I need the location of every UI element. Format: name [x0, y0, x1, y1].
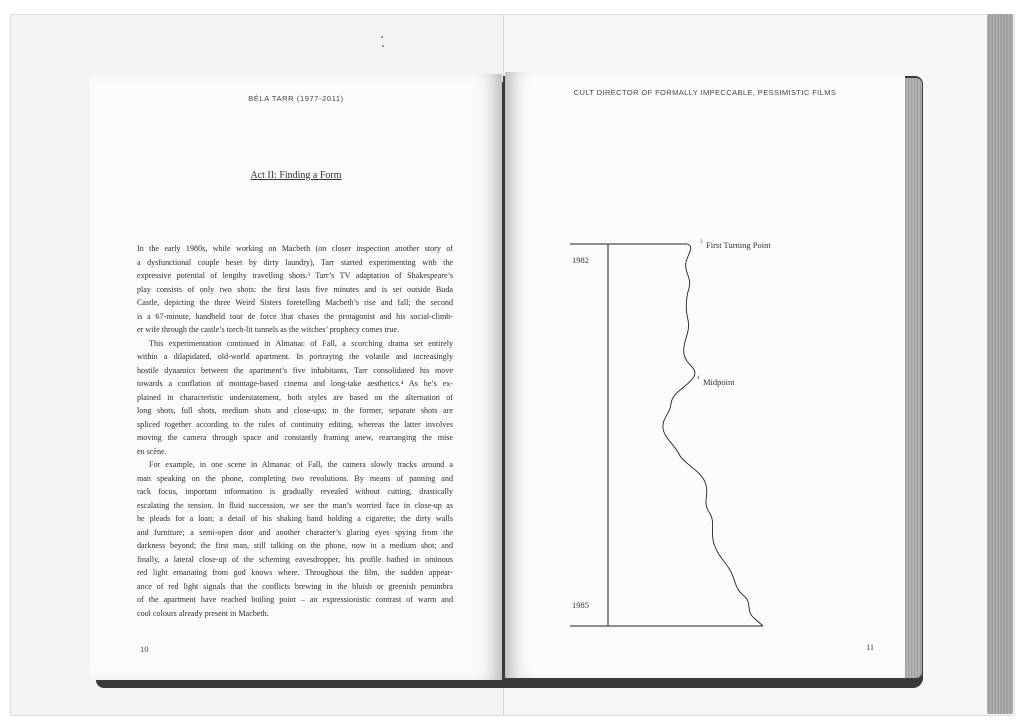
text-line: red light emanating from god knows where. Throughout the film, the sudden appear- — [137, 568, 453, 577]
story-structure-diagram — [560, 232, 790, 632]
paragraph — [137, 242, 453, 337]
right-page — [505, 72, 905, 678]
text-line: finally, a lateral close-up of the scheming eavesdropper, his profile bathed in ominous — [137, 554, 453, 564]
text-line: moving the camera through space and constantly framing anew, rearranging the mise — [137, 433, 453, 442]
text-line: plained in characteristic understatement, both styles are based on the alternation of — [137, 392, 453, 402]
dust-speck — [381, 36, 383, 38]
annotation-first-turning-point: First Turning Point — [706, 240, 771, 250]
text-line: darkness beyond; the first man, still talking on the phone, now in a medium shot; and — [137, 541, 453, 550]
right-block-page-edges — [902, 78, 922, 678]
tension-curve — [663, 244, 763, 626]
text-line: is a 67-minute, handheld tour de force that chases the protagonist and his social-climb- — [137, 311, 453, 321]
footnote-marker: 3 — [700, 240, 703, 245]
text-line: play consists of only two shots: the first lasts five minutes and is set outside Buda — [137, 284, 453, 294]
year-label-bottom: 1985 — [572, 600, 589, 610]
section-title: Act II: Finding a Form — [250, 170, 342, 181]
text-line: and furniture; a semi-open door and another character’s glaring eyes spying from the — [137, 527, 453, 537]
paragraph — [137, 458, 453, 620]
text-line: he pleads for a loan; a detail of his shaking hand holding a cigarette; the dirty walls — [137, 514, 453, 523]
text-line: spliced together according to the rules of continuity editing, whereas the latter involves — [137, 419, 453, 429]
text-line: man speaking on the phone, completing two revolutions. By means of panning and — [137, 473, 453, 483]
page-number: 11 — [866, 642, 875, 652]
text-line: Castle, depicting the three Weird Sisters foretelling Macbeth’s rise and fall; the second — [137, 298, 453, 307]
text-line: hostile dynamics between the apartment’s five inhabitants, Tarr consolidated his move — [137, 365, 453, 375]
text-line: within a dilapidated, old-world apartment. In portraying the volatile and increasingly — [137, 352, 453, 361]
paragraph — [137, 337, 453, 459]
text-line: rack focus, important information is gradually revealed without cutting, drastically — [137, 487, 453, 496]
footnote-marker: 4 — [697, 376, 700, 381]
text-line: er wife through the castle’s torch-lit tunnels as the witches’ prophecy comes true. — [137, 325, 400, 334]
text-line: towards a conflation of montage-based cinema and long-take aesthetics.⁴ As he’s ex- — [137, 379, 453, 388]
cover-page-edges — [987, 14, 1013, 714]
year-label-top: 1982 — [572, 255, 589, 265]
text-line: ance of red light signals that the conflicts brewing in the bluish or greenish penumbra — [137, 581, 453, 591]
text-line: of the apartment have reached boiling point – an expressionistic contrast of warm and — [137, 595, 453, 604]
text-line: For example, in one scene in Almanac of Fall, the camera slowly tracks around a — [149, 460, 453, 469]
text-line: In the early 1980s, while working on Macbeth (on closer inspection another story of — [137, 244, 453, 253]
text-line: expressive potential of lengthy travelling shots.³ Tarr’s TV adaptation of Shakespeare’s — [137, 271, 453, 280]
text-line: en scène. — [137, 446, 167, 456]
text-line: escalating the tension. In fluid succession, we see the man’s worried face in close-up as — [137, 500, 453, 510]
body-text — [137, 242, 453, 620]
text-line: This experimentation continued in Almanac of Fall, a scorching drama set entirely — [149, 338, 453, 348]
page-number: 10 — [140, 644, 149, 654]
dust-speck — [382, 45, 384, 47]
running-head: CULT DIRECTOR OF FORMALLY IMPECCABLE, PESSIMISTIC FILMS — [573, 88, 837, 97]
running-head: BÉLA TARR (1977-2011) — [248, 94, 344, 103]
text-line: long shots, full shots, medium shots and close-ups; in the former, separate shots are — [137, 406, 453, 415]
left-page — [90, 74, 502, 680]
text-line: a dysfunctional couple beset by dirty laundry), Tarr started experimenting with the — [137, 257, 453, 267]
text-line: cool colours already present in Macbeth. — [137, 608, 269, 618]
annotation-midpoint: Midpoint — [703, 377, 735, 387]
